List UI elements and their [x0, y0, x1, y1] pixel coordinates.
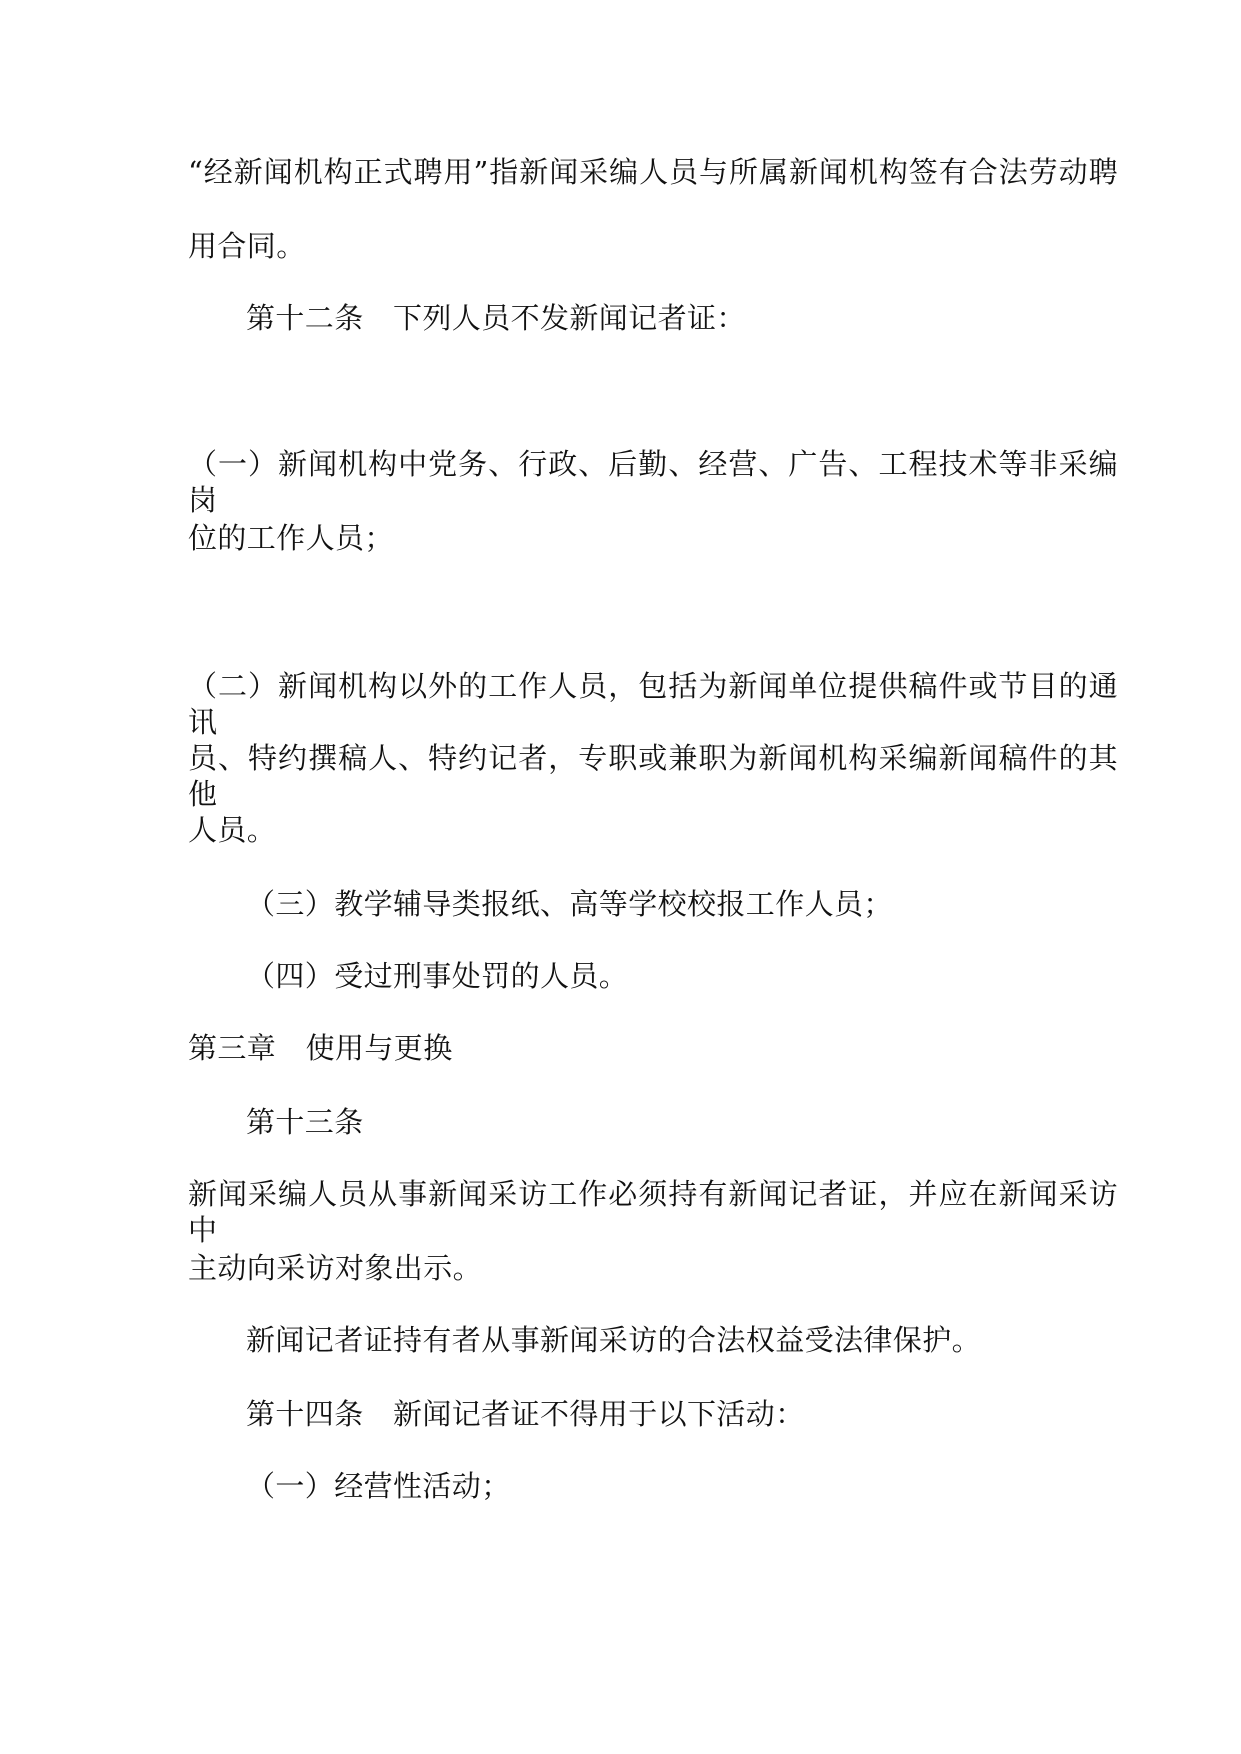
list-item-2-line: （二）新闻机构以外的工作人员，包括为新闻单位提供稿件或节目的通讯	[188, 669, 1118, 739]
paragraph-line: “经新闻机构正式聘用”指新闻采编人员与所属新闻机构签有合法劳动聘	[188, 155, 1118, 189]
list-item-1-line: 位的工作人员；	[188, 521, 394, 555]
chapter-heading: 第三章 使用与更换	[188, 1031, 453, 1065]
list-item-2-line: 人员。	[188, 813, 277, 847]
list-item-3: （三）教学辅导类报纸、高等学校校报工作人员；	[246, 887, 893, 921]
article-heading-12: 第十二条 下列人员不发新闻记者证：	[246, 301, 746, 335]
article-heading-13: 第十三条	[246, 1105, 364, 1139]
paragraph-line: 用合同。	[188, 229, 306, 263]
article-heading-14: 第十四条 新闻记者证不得用于以下活动：	[246, 1397, 805, 1431]
paragraph-line: 主动向采访对象出示。	[188, 1251, 483, 1285]
list-item-4: （四）受过刑事处罚的人员。	[246, 959, 629, 993]
list-item-2-line: 员、特约撰稿人、特约记者，专职或兼职为新闻机构采编新闻稿件的其他	[188, 741, 1118, 811]
list-item-1-line: （一）新闻机构中党务、行政、后勤、经营、广告、工程技术等非采编岗	[188, 447, 1118, 517]
paragraph-line: 新闻采编人员从事新闻采访工作必须持有新闻记者证，并应在新闻采访中	[188, 1177, 1118, 1247]
paragraph-line: 新闻记者证持有者从事新闻采访的合法权益受法律保护。	[246, 1323, 982, 1357]
list-item-1: （一）经营性活动；	[246, 1469, 511, 1503]
